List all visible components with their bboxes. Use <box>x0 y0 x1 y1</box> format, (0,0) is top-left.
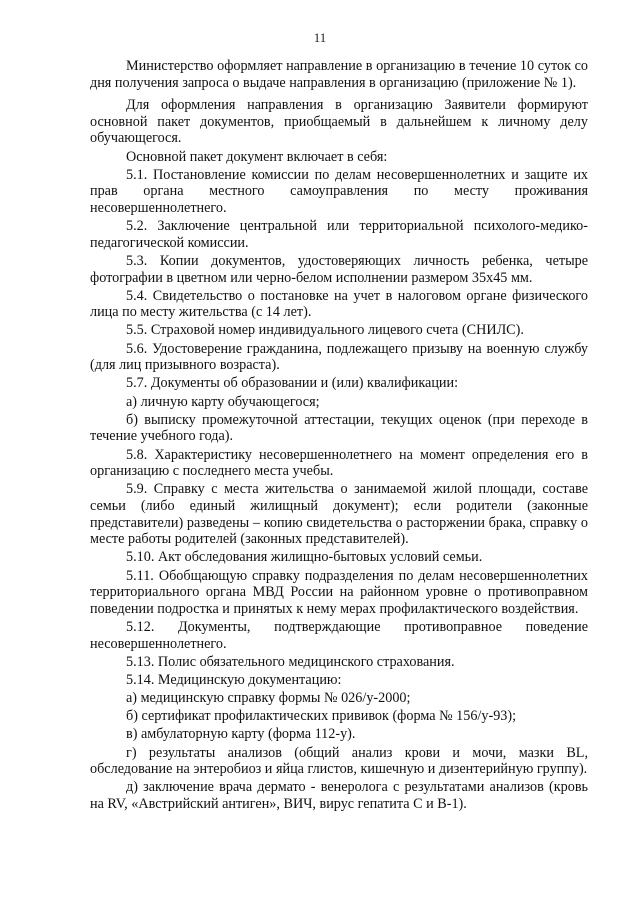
list-item-5-14: 5.14. Медицинскую документацию: <box>126 671 342 688</box>
list-item-5-4: 5.4. Свидетельство о постановке на учет в налоговом органе физического лица по месту жительства (с 14 лет). <box>90 287 588 321</box>
list-subitem-5-7-b: б) выписку промежуточной аттестации, текущих оценок (при переходе в течение учебного года). <box>90 411 588 445</box>
list-item-5-3: 5.3. Копии документов, удостоверяющих личность ребенка, четыре фотографии в цветном или черно-белом исполнении размером 35х45 мм. <box>90 252 588 286</box>
page-number: 11 <box>313 30 327 45</box>
list-subitem-5-14-d: д) заключение врача дермато - венеролога с результатами анализов (кровь на RV, «Австрийский антиген», ВИЧ, вирус гепатита С и В-1). <box>90 779 588 812</box>
list-item-5-1: 5.1. Постановление комиссии по делам несовершеннолетних и защите их прав органа местного самоуправления по месту проживания несовершеннолетнего. <box>90 166 588 216</box>
list-item-5-7: 5.7. Документы об образовании и (или) квалификации: <box>126 375 459 392</box>
list-item-5-6: 5.6. Удостоверение гражданина, подлежащего призыву на военную службу (для лиц призывного возраста). <box>90 340 588 374</box>
list-subitem-5-7-a: а) личную карту обучающегося; <box>126 393 320 410</box>
list-subitem-5-14-v: в) амбулаторную карту (форма 112-у). <box>126 726 356 743</box>
list-item-5-11: 5.11. Обобщающую справку подразделения по делам несовершеннолетних территориального органа МВД России на районном уровне о противоправном поведении подростка и принятых к нему мерах профилактического воздействия. <box>90 567 588 617</box>
paragraph-ministry-referral: Министерство оформляет направление в организацию в течение 10 суток со дня получения запроса о выдаче направления в организацию (приложение № 1). <box>90 58 588 91</box>
paragraph-document-package: Для оформления направления в организацию Заявители формируют основной пакет документов, приобщаемый в дальнейшем к личному делу обучающегося. <box>90 97 588 147</box>
list-subitem-5-14-g: г) результаты анализов (общий анализ крови и мочи, мазки BL, обследование на энтеробиоз и яйца глистов, кишечную и дизентерийную группу). <box>90 744 588 778</box>
list-subitem-5-14-b: б) сертификат профилактических прививок (форма № 156/у-93); <box>126 708 517 725</box>
list-item-5-2: 5.2. Заключение центральной или территориальной психолого-медико-педагогической комиссии. <box>90 218 588 251</box>
paragraph-package-includes: Основной пакет документ включает в себя: <box>126 148 388 165</box>
list-item-5-9: 5.9. Справку с места жительства о занимаемой жилой площади, составе семьи (либо единый жилищный документ); если родители (законные представители) разведены – копию свидетельства о расторжении брака, справку о месте работы родителей (законных представителей). <box>90 481 588 548</box>
list-item-5-10: 5.10. Акт обследования жилищно-бытовых условий семьи. <box>126 549 483 566</box>
list-item-5-5: 5.5. Страховой номер индивидуального лицевого счета (СНИЛС). <box>126 322 524 339</box>
list-item-5-12: 5.12. Документы, подтверждающие противоправное поведение несовершеннолетнего. <box>90 618 588 652</box>
list-item-5-8: 5.8. Характеристику несовершеннолетнего на момент определения его в организацию с последнего места учебы. <box>90 446 588 480</box>
list-subitem-5-14-a: а) медицинскую справку формы № 026/у-2000; <box>126 690 411 707</box>
document-body <box>90 58 588 814</box>
list-item-5-13: 5.13. Полис обязательного медицинского страхования. <box>126 653 455 670</box>
